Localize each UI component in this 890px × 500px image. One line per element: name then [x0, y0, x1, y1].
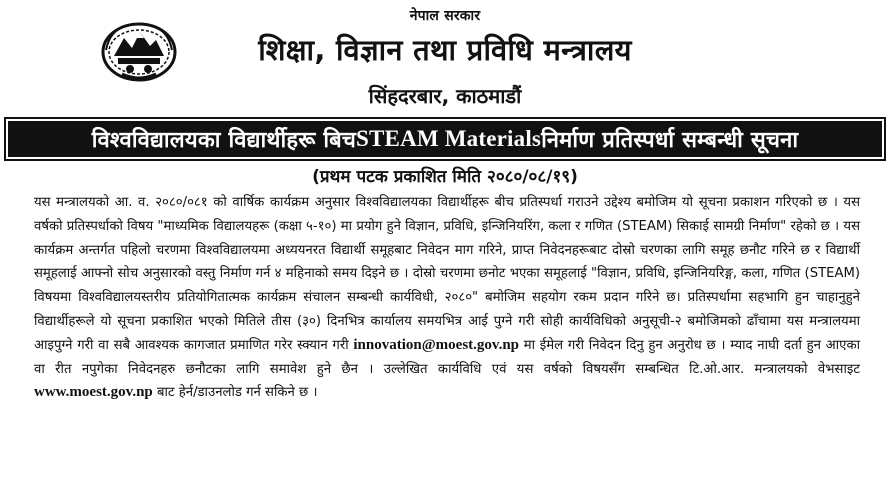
notice-text-part1: यस मन्त्रालयको आ. व. २०८०/०८१ को वार्षिक कार्यक्रम अनुसार विश्वविद्यालयका विद्यार्थीहरू बीच प्रतिस्पर्धा गराउने उद्देश्य बमोजिम यो सूचना प्रकाशन गरिएको छ । यस वर्षको प्रतिस्पर्धाको विषय "माध्यमिक विद्यालयहरू (कक्षा ५-१०) मा प्रयोग हुने विज्ञान, प्रविधि, इन्जिनियरिंग, कला र गणित (STEAM) सिकाई सामग्री निर्माण" रहेको छ । यस कार्यक्रम अन्तर्गत पहिलो चरणमा विश्वविद्यालयमा अध्ययनरत विद्यार्थी समूहबाट निवेदन माग गरिने, प्राप्त निवेदनहरूबाट दोस्रो चरणका लागि समूह छनौट गरिने छ र विद्यार्थी समूहलाई आफ्नो सोच अनुसारको वस्तु निर्माण गर्न ४ महिनाको समय दिइने छ । दोस्रो चरणमा छनोट भएका समूहलाई "विज्ञान, प्रविधि, इन्जिनियरिङ्ग, कला, गणित (STEAM) विषयमा विश्वविद्यालयस्तरीय प्रतियोगितात्मक कार्यक्रम संचालन सम्बन्धी कार्यविधी, २०८०" बमोजिम सहयोग रकम प्रदान गरिने छ। प्रतिस्पर्धामा सहभागि हुन चाहानुहुने विद्यार्थीहरूले यो सूचना प्रकाशित भएको मितिले तीस (३०) दिनभित्र कार्यालय समयभित्र आई पुग्ने गरी सोही कार्यविधिको अनुसूची-२ बमोजिमको ढाँचामा यस मन्त्रालयमा आइपुग्ने गरी वा सबै आवश्यक कागजात प्रमाणित गरेर स्क्यान गरी: [34, 195, 860, 353]
notice-banner: [4, 117, 886, 161]
notice-email: innovation@moest.gov.np: [353, 336, 520, 353]
banner-title-english: STEAM Materials: [356, 126, 542, 151]
ministry-location: सिंहदरबार, काठमाडौं: [368, 84, 522, 108]
notice-text-part2: मा ईमेल गरी निवेदन दिनु हुन अनुरोध छ । म्याद नाघी दर्ता हुन आएका वा रीत नपुगेका निवेदनहरु छनौटका लागि समावेश हुने छैन । उल्लेखित कार्यविधि एवं यस वर्षको विषयसँग सम्बन्धित टि.ओ.आर. मन्त्रालयको वेभसाइट: [34, 337, 860, 377]
notice-text-part3: बाट हेर्न/डाउनलोड गर्न सकिने छ ।: [152, 385, 318, 401]
publication-date: (प्रथम पटक प्रकाशित मिति २०८०/०८/१९): [312, 167, 578, 187]
notice-body: [34, 191, 860, 405]
banner-title-part1: विश्वविद्यालयका विद्यार्थीहरू बिच: [91, 128, 357, 153]
ministry-title: शिक्षा, विज्ञान तथा प्रविधि मन्त्रालय: [258, 33, 632, 67]
government-heading: नेपाल सरकार: [409, 8, 481, 24]
notice-website: www.moest.gov.np: [34, 384, 153, 401]
banner-title-part2: निर्माण प्रतिस्पर्धा सम्बन्धी सूचना: [541, 128, 799, 153]
